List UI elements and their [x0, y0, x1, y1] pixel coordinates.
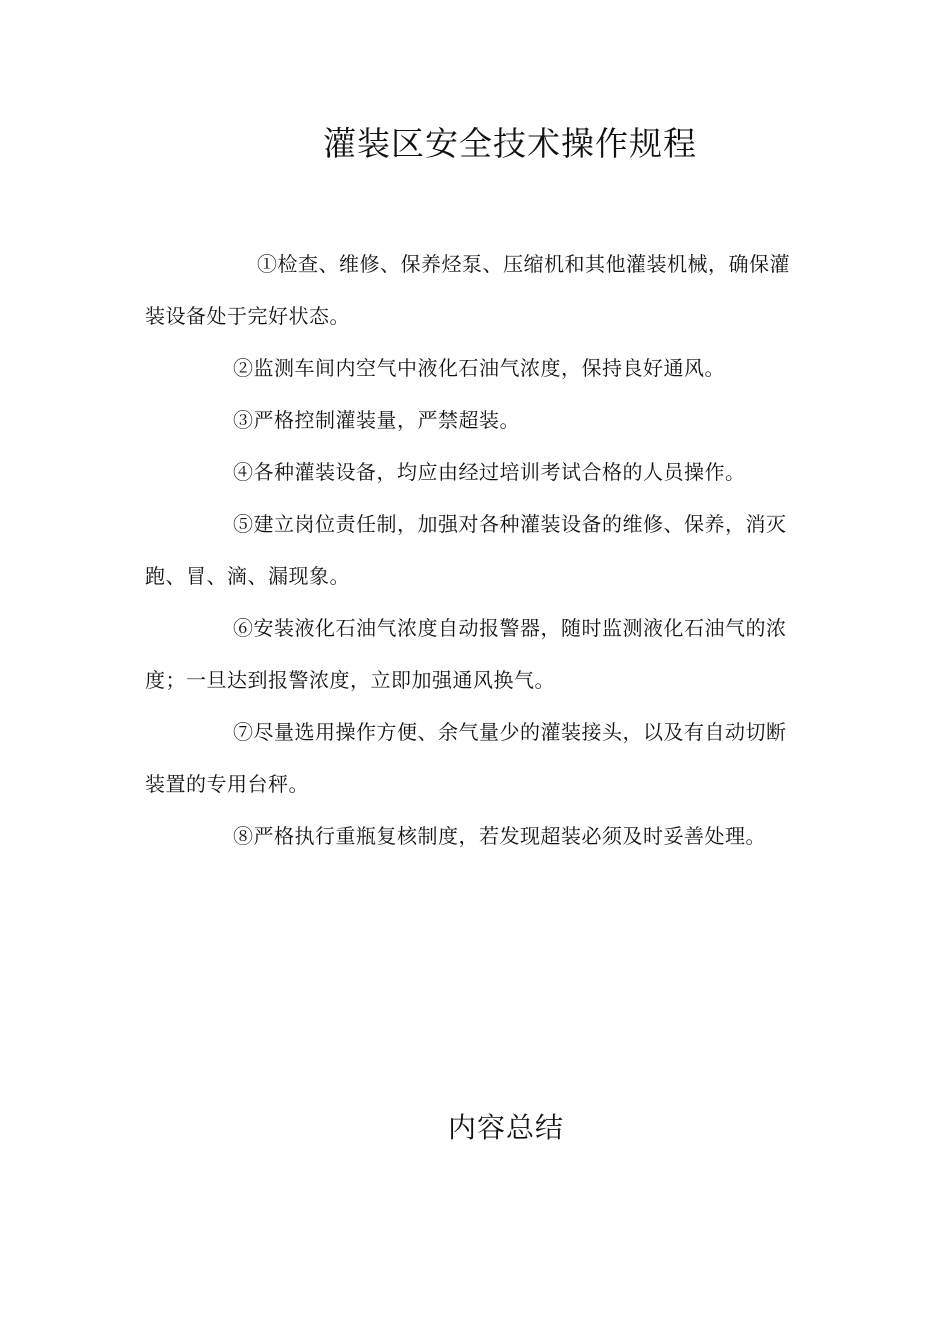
rule-paragraph-4: ④各种灌装设备，均应由经过培训考试合格的人员操作。 — [233, 460, 746, 484]
rule-paragraph-3: ③严格控制灌装量，严禁超装。 — [233, 408, 520, 432]
rule-paragraph-7: ⑦尽量选用操作方便、余气量少的灌装接头，以及有自动切断装置的专用台秤。 — [145, 720, 787, 796]
summary-heading: 内容总结 — [448, 1111, 565, 1144]
document-title: 灌装区安全技术操作规程 — [323, 124, 697, 163]
rule-paragraph-2: ②监测车间内空气中液化石油气浓度，保持良好通风。 — [233, 356, 725, 380]
rule-paragraph-8: ⑧严格执行重瓶复核制度，若发现超装必须及时妥善处理。 — [233, 824, 766, 848]
rule-paragraph-6: ⑥安装液化石油气浓度自动报警器，随时监测液化石油气的浓度；一旦达到报警浓度，立即加强通风换气。 — [145, 616, 787, 692]
rule-paragraph-1: ①检查、维修、保养烃泵、压缩机和其他灌装机械，确保灌装设备处于完好状态。 — [145, 252, 790, 328]
document-body — [145, 238, 805, 862]
rule-paragraph-5: ⑤建立岗位责任制，加强对各种灌装设备的维修、保养，消灭跑、冒、滴、漏现象。 — [145, 512, 787, 588]
